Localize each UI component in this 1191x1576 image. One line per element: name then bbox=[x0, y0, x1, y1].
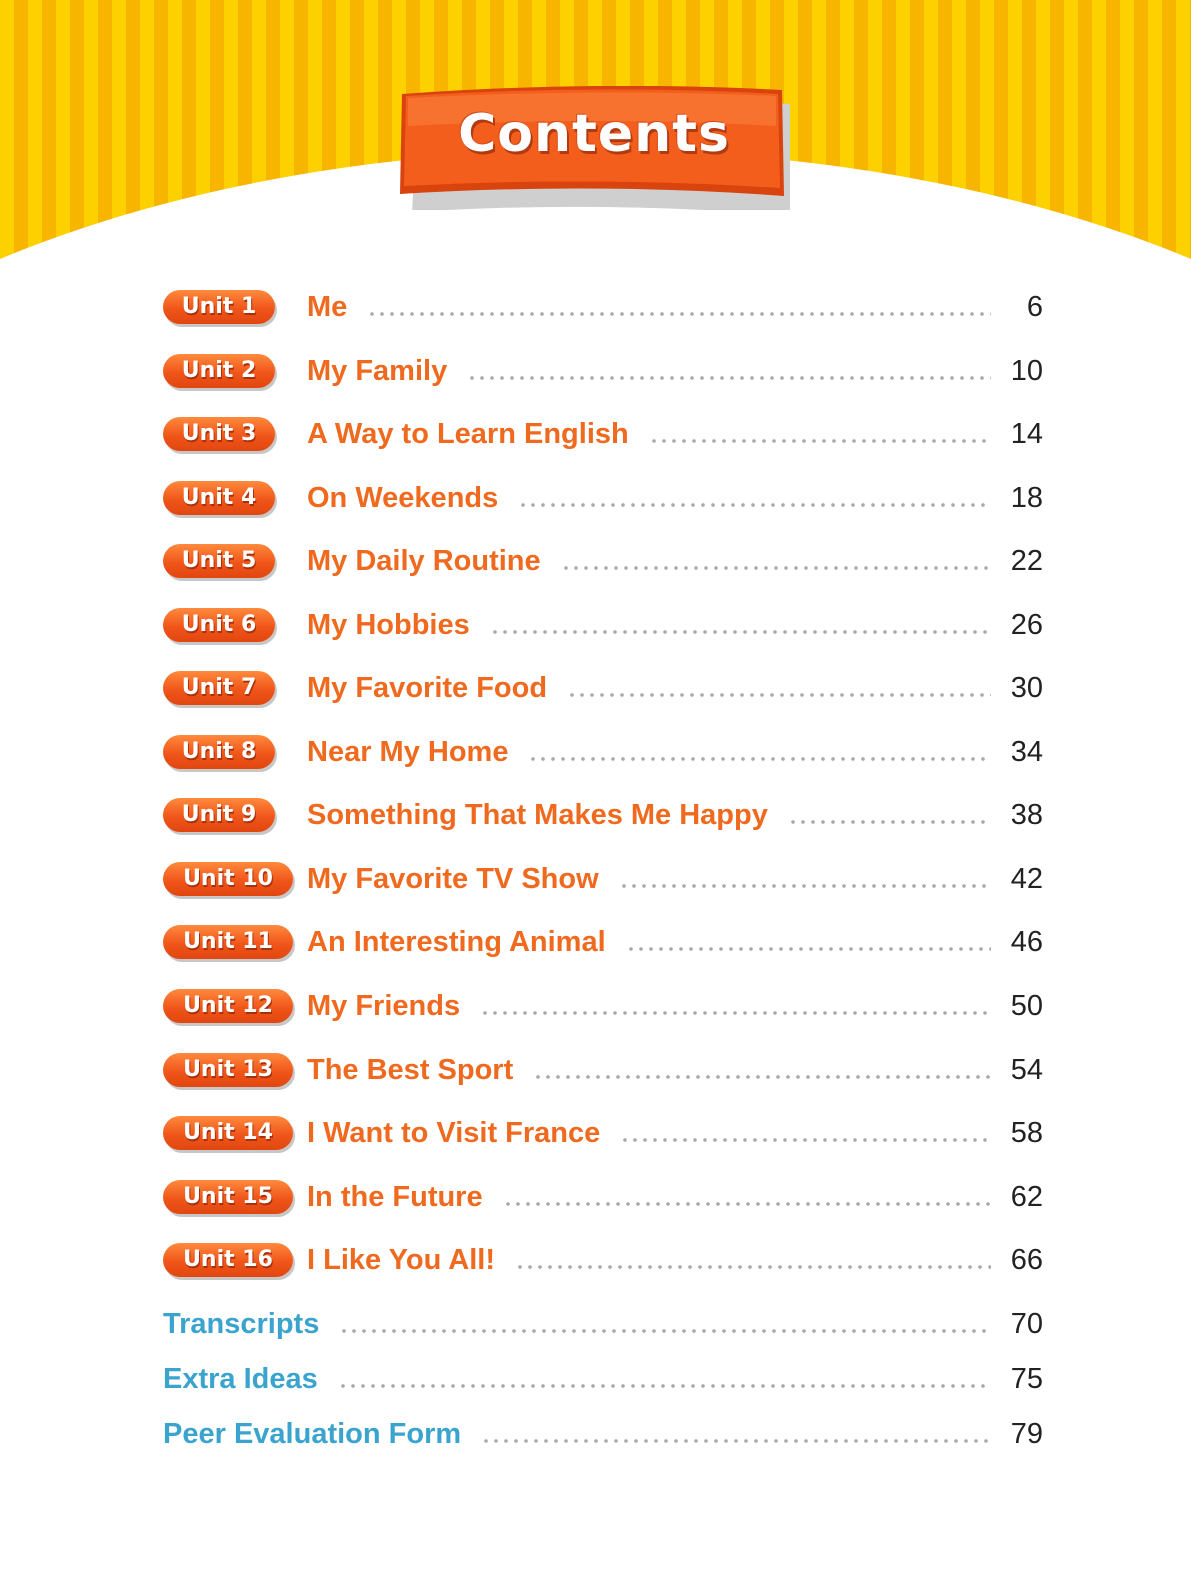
page-number: 26 bbox=[1010, 608, 1043, 641]
toc-row-unit-11[interactable] bbox=[163, 920, 1043, 964]
extra-title[interactable]: Extra Ideas bbox=[163, 1362, 318, 1395]
dot-leader bbox=[649, 439, 991, 443]
toc-row-unit-8[interactable] bbox=[163, 730, 1043, 774]
unit-badge: Unit 8 bbox=[163, 735, 275, 769]
unit-title[interactable]: My Favorite TV Show bbox=[307, 862, 599, 895]
unit-title[interactable]: A Way to Learn English bbox=[307, 417, 629, 450]
dot-leader bbox=[788, 820, 991, 824]
unit-title[interactable]: My Hobbies bbox=[307, 608, 470, 641]
toc-row-transcripts[interactable] bbox=[163, 1302, 1043, 1346]
page-number: 10 bbox=[1010, 354, 1043, 387]
unit-badge: Unit 5 bbox=[163, 544, 275, 578]
dot-leader bbox=[518, 503, 991, 507]
unit-title[interactable]: Something That Makes Me Happy bbox=[307, 798, 768, 831]
unit-title[interactable]: My Favorite Food bbox=[307, 671, 548, 704]
page-number: 30 bbox=[1010, 671, 1043, 704]
toc-row-unit-1[interactable] bbox=[163, 285, 1043, 329]
toc-row-unit-15[interactable] bbox=[163, 1175, 1043, 1219]
toc-row-unit-5[interactable] bbox=[163, 539, 1043, 583]
dot-leader bbox=[619, 884, 991, 888]
unit-badge: Unit 2 bbox=[163, 354, 275, 388]
page-number: 58 bbox=[1010, 1116, 1043, 1149]
dot-leader bbox=[481, 1439, 991, 1443]
unit-badge: Unit 16 bbox=[163, 1243, 293, 1277]
unit-title[interactable]: My Family bbox=[307, 354, 448, 387]
unit-title[interactable]: I Want to Visit France bbox=[307, 1116, 601, 1149]
dot-leader bbox=[467, 376, 991, 380]
toc-row-peer-evaluation-form[interactable] bbox=[163, 1412, 1043, 1456]
dot-leader bbox=[367, 312, 991, 316]
unit-title[interactable]: On Weekends bbox=[307, 481, 499, 514]
page-number: 34 bbox=[1010, 735, 1043, 768]
page-number: 79 bbox=[1010, 1417, 1043, 1450]
unit-badge: Unit 6 bbox=[163, 608, 275, 642]
unit-title[interactable]: My Friends bbox=[307, 989, 461, 1022]
toc-row-unit-6[interactable] bbox=[163, 603, 1043, 647]
page-number: 38 bbox=[1010, 798, 1043, 831]
unit-badge: Unit 3 bbox=[163, 417, 275, 451]
toc-row-unit-3[interactable] bbox=[163, 412, 1043, 456]
page-number: 62 bbox=[1010, 1180, 1043, 1213]
dot-leader bbox=[561, 566, 991, 570]
page-number: 22 bbox=[1010, 544, 1043, 577]
toc-row-extra-ideas[interactable] bbox=[163, 1357, 1043, 1401]
toc-row-unit-10[interactable] bbox=[163, 857, 1043, 901]
page-number: 46 bbox=[1010, 925, 1043, 958]
unit-badge: Unit 14 bbox=[163, 1116, 293, 1150]
page-number: 75 bbox=[1010, 1362, 1043, 1395]
unit-badge: Unit 4 bbox=[163, 481, 275, 515]
unit-title[interactable]: Me bbox=[307, 290, 348, 323]
dot-leader bbox=[338, 1384, 991, 1388]
toc-row-unit-2[interactable] bbox=[163, 349, 1043, 393]
dot-leader bbox=[626, 947, 991, 951]
page-number: 6 bbox=[1026, 290, 1043, 323]
contents-banner bbox=[398, 86, 790, 210]
unit-badge: Unit 7 bbox=[163, 671, 275, 705]
unit-title[interactable]: I Like You All! bbox=[307, 1243, 495, 1276]
dot-leader bbox=[528, 757, 991, 761]
dot-leader bbox=[503, 1202, 991, 1206]
unit-title[interactable]: An Interesting Animal bbox=[307, 925, 606, 958]
page-number: 18 bbox=[1010, 481, 1043, 514]
unit-badge: Unit 1 bbox=[163, 290, 275, 324]
toc-row-unit-12[interactable] bbox=[163, 984, 1043, 1028]
dot-leader bbox=[490, 630, 991, 634]
extra-title[interactable]: Peer Evaluation Form bbox=[163, 1417, 462, 1450]
page-number: 66 bbox=[1010, 1243, 1043, 1276]
unit-badge: Unit 15 bbox=[163, 1180, 293, 1214]
unit-title[interactable]: Near My Home bbox=[307, 735, 509, 768]
dot-leader bbox=[620, 1138, 991, 1142]
dot-leader bbox=[515, 1265, 991, 1269]
page-number: 70 bbox=[1010, 1307, 1043, 1340]
toc-row-unit-14[interactable] bbox=[163, 1111, 1043, 1155]
page-number: 50 bbox=[1010, 989, 1043, 1022]
dot-leader bbox=[339, 1329, 991, 1333]
toc-row-unit-16[interactable] bbox=[163, 1238, 1043, 1282]
toc-row-unit-13[interactable] bbox=[163, 1048, 1043, 1092]
unit-badge: Unit 13 bbox=[163, 1053, 293, 1087]
page-number: 42 bbox=[1010, 862, 1043, 895]
page-title: Contents bbox=[458, 104, 730, 164]
unit-title[interactable]: My Daily Routine bbox=[307, 544, 541, 577]
dot-leader bbox=[480, 1011, 991, 1015]
unit-badge: Unit 10 bbox=[163, 862, 293, 896]
page-number: 14 bbox=[1010, 417, 1043, 450]
unit-badge: Unit 9 bbox=[163, 798, 275, 832]
unit-badge: Unit 11 bbox=[163, 925, 293, 959]
dot-leader bbox=[567, 693, 991, 697]
toc-row-unit-9[interactable] bbox=[163, 793, 1043, 837]
unit-badge: Unit 12 bbox=[163, 989, 293, 1023]
toc-row-unit-7[interactable] bbox=[163, 666, 1043, 710]
toc-row-unit-4[interactable] bbox=[163, 476, 1043, 520]
unit-title[interactable]: In the Future bbox=[307, 1180, 483, 1213]
dot-leader bbox=[533, 1075, 991, 1079]
extra-title[interactable]: Transcripts bbox=[163, 1307, 320, 1340]
unit-title[interactable]: The Best Sport bbox=[307, 1053, 514, 1086]
page-number: 54 bbox=[1010, 1053, 1043, 1086]
